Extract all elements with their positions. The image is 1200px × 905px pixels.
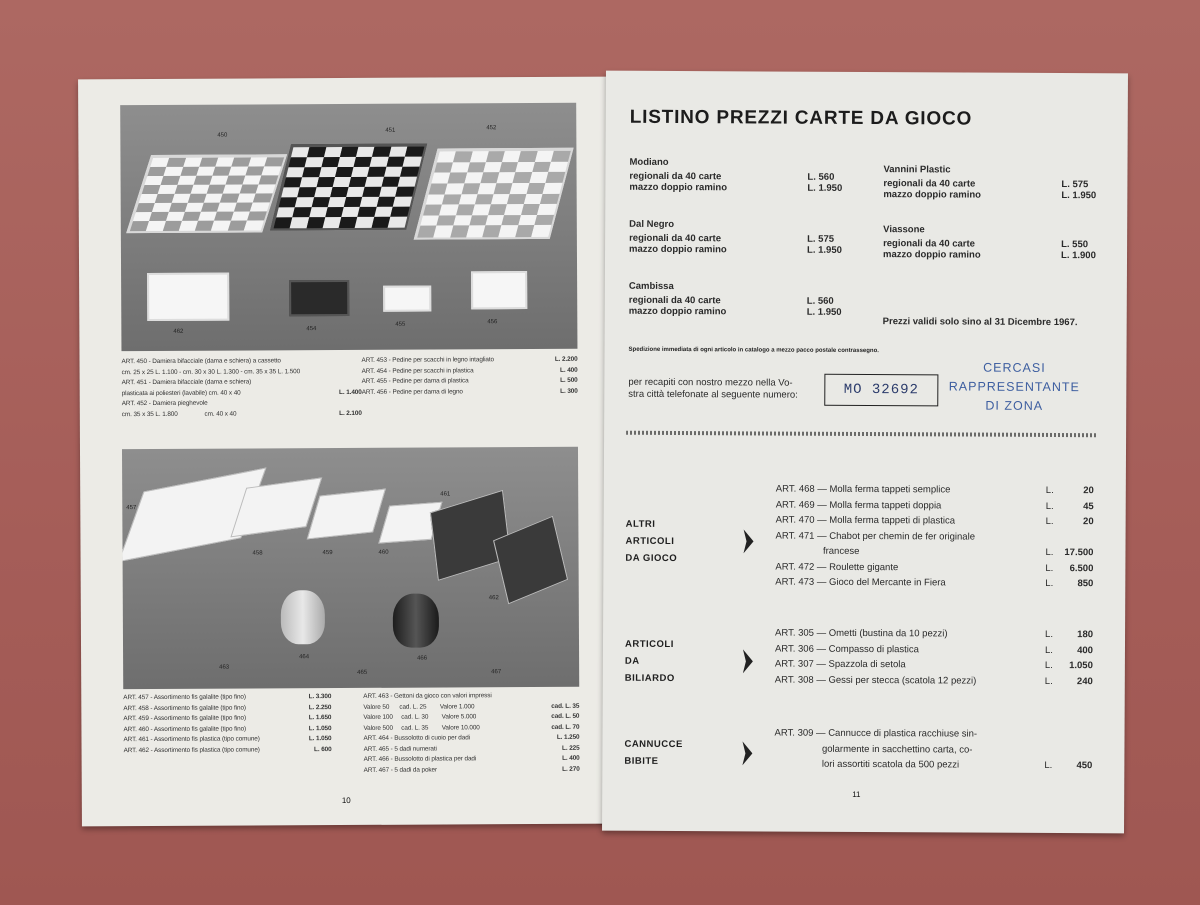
- brand-p2: L. 1.950: [807, 182, 843, 194]
- caption-price: L. 1.400: [339, 388, 362, 396]
- board-square: [551, 151, 571, 162]
- article-row: [775, 546, 1093, 563]
- brand-l1: regionali da 40 carte: [629, 170, 722, 183]
- caption-price: cad. L. 35: [551, 702, 580, 710]
- photo2-label: 459: [322, 550, 333, 557]
- caption-price: L. 225: [562, 744, 580, 752]
- article-price: 180: [1077, 629, 1094, 641]
- caption-text: ART. 466 - Bussolotto di plastica per dadi: [363, 755, 477, 763]
- contact-line-2: stra città telefonate al seguente numero:: [628, 388, 798, 401]
- caption-text: Valore 50 cad. L. 25 Valore 1.000: [363, 702, 475, 711]
- article-price: 6.500: [1069, 562, 1094, 574]
- article-text: ART. 471 — Chabot per chemin de fer originale: [775, 530, 976, 543]
- caption-text: Valore 500 cad. L. 35 Valore 10.000: [363, 723, 480, 732]
- board-square: [531, 225, 551, 236]
- photo2-label: 466: [417, 655, 428, 662]
- article-text: ART. 472 — Roulette gigante: [775, 561, 899, 573]
- page-number-right: 11: [852, 789, 861, 799]
- article-currency: L.: [1045, 577, 1054, 589]
- photo1-label: 451: [385, 127, 396, 134]
- caption-text: Valore 100 cad. L. 30 Valore 5.000: [363, 713, 477, 721]
- article-price: 45: [1083, 500, 1094, 512]
- phone-number-box: MO 32692: [824, 374, 938, 407]
- article-row: [775, 561, 1093, 578]
- box-pieces-454: [289, 280, 349, 316]
- caption-price: L. 3.300: [308, 693, 332, 701]
- article-currency: L.: [1044, 759, 1053, 771]
- caption-text: cm. 35 x 35 L. 1.800 cm. 40 x 40: [121, 410, 237, 418]
- caption-price: L. 1.050: [308, 735, 332, 743]
- brand-p1: L. 560: [806, 295, 834, 307]
- photo1-label: 454: [306, 326, 317, 333]
- section-arrow-icon: [742, 741, 752, 765]
- cup-466: [393, 594, 439, 648]
- photo2-label: 464: [299, 654, 310, 661]
- caption-text: cm. 25 x 25 L. 1.100 - cm. 30 x 30 L. 1.300 - cm. 35 x 35 L. 1.500: [121, 367, 301, 376]
- caption-block-2-left: [123, 692, 331, 756]
- brand-l2: mazzo doppio ramino: [629, 243, 727, 256]
- article-text: ART. 308 — Gessi per stecca (scatola 12 pezzi): [774, 674, 977, 687]
- brand-l2: mazzo doppio ramino: [628, 305, 727, 318]
- board-450: [126, 154, 287, 233]
- article-row: [776, 499, 1094, 516]
- article-row: [776, 515, 1094, 532]
- photo2-label: 457: [126, 505, 137, 512]
- board-square: [537, 204, 557, 215]
- caption-text: ART. 467 - 5 dadi da poker: [363, 766, 437, 774]
- article-text: golarmente in sacchettino carta, co-: [774, 743, 973, 756]
- article-text: lori assortiti scatola da 500 pezzi: [774, 758, 960, 771]
- board-square: [402, 157, 421, 168]
- dotted-divider: [626, 431, 1096, 437]
- caption-text: ART. 457 - Assortimento fis galalite (tipo fino): [123, 693, 246, 702]
- page-number-left: 10: [341, 795, 351, 806]
- section-label: [625, 515, 677, 566]
- caption-line: [362, 386, 578, 398]
- caption-text: ART. 463 - Gettoni da gioco con valori impressi: [363, 692, 492, 700]
- tray-459: [307, 489, 386, 540]
- caption-text: ART. 460 - Assortimento fis galalite (tipo fino): [123, 725, 247, 733]
- article-row: [775, 643, 1093, 660]
- right-page: [602, 71, 1128, 834]
- brand-l2: mazzo doppio ramino: [883, 189, 982, 201]
- article-row: [775, 628, 1093, 645]
- section-label-line: DA: [624, 655, 640, 667]
- caption-price: L. 500: [560, 376, 578, 384]
- article-text: ART. 469 — Molla ferma tappeti doppia: [775, 499, 942, 511]
- section-label: [624, 736, 683, 770]
- caption-text: ART. 459 - Assortimento fis galalite (tipo fino): [123, 714, 247, 723]
- caption-line: [124, 745, 332, 757]
- box-pieces-453: [147, 273, 229, 321]
- article-row: [774, 728, 1092, 745]
- article-text: ART. 309 — Cannucce di plastica racchiuse sin-: [774, 727, 978, 740]
- caption-text: ART. 458 - Assortimento fis galalite (tipo fino): [123, 704, 246, 712]
- article-text: ART. 306 — Compasso di plastica: [774, 643, 919, 655]
- caption-block-1-right: [361, 355, 577, 398]
- caption-block-1-left: [122, 356, 362, 420]
- caption-price: L. 1.050: [308, 724, 332, 732]
- article-currency: L.: [1045, 500, 1054, 512]
- brand-name: Cambissa: [628, 280, 674, 292]
- section-label-line: CANNUCCE: [624, 738, 683, 751]
- photo1-label: 456: [487, 319, 498, 326]
- stamp-line: DI ZONA: [985, 398, 1044, 413]
- caption-price: L. 300: [560, 387, 578, 395]
- article-price: 17.500: [1064, 547, 1094, 559]
- caption-text: ART. 456 - Pedine per dama di legno: [361, 387, 463, 396]
- caption-price: L. 2.100: [339, 409, 362, 417]
- brand-p1: L. 550: [1061, 239, 1089, 251]
- brand-p1: L. 560: [807, 171, 835, 183]
- article-currency: L.: [1045, 546, 1054, 558]
- brand-l1: regionali da 40 carte: [629, 232, 722, 245]
- brand-p2: L. 1.950: [807, 244, 842, 256]
- caption-price: cad. L. 70: [551, 723, 580, 731]
- box-pieces-455: [383, 286, 431, 312]
- article-row: [775, 659, 1093, 676]
- photo2-label: 462: [488, 595, 499, 602]
- board-square: [542, 183, 562, 194]
- board-square: [390, 207, 409, 218]
- brand-l2: mazzo doppio ramino: [629, 181, 728, 194]
- section-label: [625, 635, 675, 686]
- board-square: [387, 217, 406, 228]
- caption-text: ART. 451 - Damiera bifacciale (dama e schiera): [121, 378, 252, 387]
- board-square: [534, 215, 554, 226]
- caption-price: L. 1.250: [556, 733, 580, 741]
- section-label-line: ALTRI: [625, 518, 656, 530]
- section-label-line: ARTICOLI: [625, 535, 675, 547]
- caption-text: ART. 455 - Pedine per dama di plastica: [361, 377, 469, 385]
- board-square: [244, 220, 264, 230]
- brand-l1: regionali da 40 carte: [628, 294, 721, 307]
- article-text: ART. 468 — Molla ferma tappeti semplice: [775, 483, 951, 496]
- article-price: 850: [1077, 578, 1094, 590]
- dice-467: [457, 645, 487, 669]
- caption-text: ART. 453 - Pedine per scacchi in legno intagliato: [361, 356, 495, 364]
- representative-wanted-stamp: [944, 358, 1084, 416]
- caption-price: L. 600: [314, 745, 332, 753]
- dice-465: [343, 644, 367, 666]
- section-label-line: DA GIOCO: [625, 552, 678, 564]
- brand-name: Viassone: [883, 224, 925, 236]
- caption-text: ART. 450 - Damiera bifacciale (dama e schiera) a cassetto: [121, 357, 281, 366]
- photo2-label: 460: [378, 549, 389, 556]
- price-list-title: LISTINO PREZZI CARTE DA GIOCO: [629, 106, 973, 130]
- brand-l1: regionali da 40 carte: [883, 238, 975, 250]
- article-price: 20: [1083, 516, 1094, 528]
- caption-text: ART. 462 - Assortimento fis plastica (tipo comune): [123, 745, 260, 754]
- article-text: ART. 470 — Molla ferma tappeti di plastica: [775, 514, 956, 527]
- brand-name: Modiano: [629, 156, 669, 168]
- section-label-line: ARTICOLI: [624, 638, 674, 650]
- photo1-label: 462: [173, 328, 184, 335]
- stamp-line: RAPPRESENTANTE: [948, 379, 1080, 395]
- section-arrow-icon: [743, 649, 753, 673]
- caption-line: [364, 764, 580, 776]
- caption-text: ART. 461 - Assortimento fis plastica (tipo comune): [123, 735, 260, 744]
- article-text: ART. 307 — Spazzola di setola: [774, 658, 906, 671]
- article-currency: L.: [1044, 659, 1053, 671]
- article-row: [775, 674, 1093, 691]
- caption-price: L. 2.250: [308, 703, 332, 711]
- board-square: [545, 172, 565, 183]
- article-row: [775, 577, 1093, 594]
- article-price: 20: [1083, 485, 1094, 497]
- article-text: ART. 473 — Gioco del Mercante in Fiera: [775, 576, 946, 589]
- brand-name: Vannini Plastic: [883, 164, 951, 176]
- box-pieces-456: [471, 271, 527, 309]
- article-currency: L.: [1045, 484, 1054, 496]
- section-label-line: BILIARDO: [624, 672, 675, 684]
- brand-l1: regionali da 40 carte: [883, 178, 976, 190]
- photo-checkerboards: [120, 103, 577, 351]
- board-square: [397, 177, 416, 188]
- photo1-label: 450: [217, 132, 228, 139]
- board-square: [395, 187, 414, 198]
- photo2-label: 461: [440, 491, 451, 498]
- article-currency: L.: [1045, 515, 1054, 527]
- article-price: 450: [1076, 760, 1093, 772]
- photo2-label: 465: [357, 669, 368, 676]
- photo1-label: 452: [486, 125, 497, 132]
- photo2-label: 458: [252, 550, 263, 557]
- caption-text: ART. 465 - 5 dadi numerati: [363, 745, 437, 753]
- caption-block-2-right: [363, 691, 579, 776]
- shipping-note: Spedizione immediata di ogni articolo in catalogo a mezzo pacco postale contrassegno.: [628, 346, 879, 355]
- chips-463: [191, 606, 281, 646]
- contact-line-1: per recapiti con nostro mezzo nella Vo-: [628, 376, 793, 389]
- caption-price: cad. L. 50: [551, 712, 580, 720]
- brand-p2: L. 1.950: [1061, 190, 1097, 202]
- article-price: 400: [1077, 644, 1093, 656]
- article-row: [776, 530, 1094, 547]
- caption-price: L. 1.650: [308, 714, 332, 722]
- article-text: francese: [775, 545, 860, 557]
- board-square: [539, 193, 559, 204]
- section-arrow-icon: [743, 529, 753, 553]
- photo2-label: 467: [491, 669, 502, 676]
- caption-price: L. 270: [562, 765, 580, 773]
- caption-price: L. 400: [560, 366, 578, 374]
- article-text: ART. 305 — Ometti (bustina da 10 pezzi): [775, 627, 948, 640]
- board-square: [400, 167, 419, 178]
- board-452: [414, 148, 574, 240]
- left-page: [78, 77, 612, 827]
- article-currency: L.: [1045, 628, 1054, 640]
- caption-text: plasticata ai poliesteri (lavabile) cm. 40 x 40: [121, 389, 241, 397]
- article-row: [776, 484, 1094, 501]
- caption-text: ART. 454 - Pedine per scacchi in plastica: [361, 366, 474, 375]
- section-label-line: BIBITE: [624, 755, 659, 767]
- brand-name: Dal Negro: [629, 218, 675, 230]
- brand-p1: L. 575: [1061, 179, 1089, 191]
- article-row: [774, 759, 1092, 776]
- article-currency: L.: [1045, 562, 1054, 574]
- caption-text: ART. 464 - Bussolotto di cuoio per dadi: [363, 734, 470, 742]
- brand-l2: mazzo doppio ramino: [883, 249, 981, 261]
- article-price: 240: [1076, 675, 1093, 687]
- photo2-label: 463: [219, 664, 230, 671]
- cup-464: [281, 590, 325, 644]
- board-square: [548, 161, 568, 172]
- photo-tokens-and-dice: [122, 447, 579, 689]
- brand-p2: L. 1.900: [1061, 250, 1096, 262]
- validity-note: Prezzi validi solo sino al 31 Dicembre 1967.: [882, 316, 1078, 329]
- photo1-label: 455: [395, 321, 406, 328]
- article-currency: L.: [1044, 644, 1053, 656]
- brand-p1: L. 575: [807, 233, 835, 245]
- caption-line: [122, 408, 362, 420]
- article-currency: L.: [1044, 675, 1053, 687]
- caption-price: L. 400: [562, 754, 580, 762]
- board-451: [270, 144, 427, 231]
- brand-p2: L. 1.950: [806, 306, 842, 318]
- stamp-line: CERCASI: [983, 360, 1046, 375]
- article-price: 1.050: [1069, 660, 1093, 672]
- caption-price: L. 2.200: [554, 355, 578, 363]
- article-row: [774, 743, 1092, 760]
- caption-text: ART. 452 - Damiera pieghevole: [121, 399, 208, 408]
- board-square: [392, 197, 411, 208]
